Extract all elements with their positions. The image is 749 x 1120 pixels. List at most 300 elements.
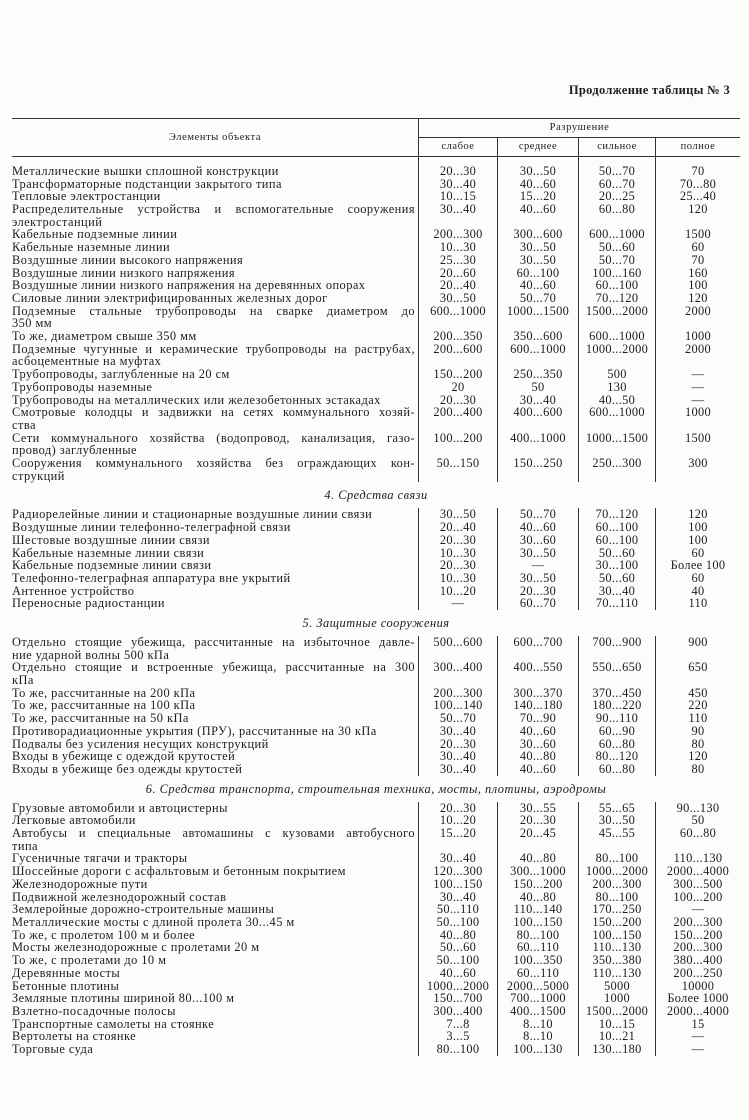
value-weak: 120...300 bbox=[418, 865, 497, 878]
element-name-line: типа bbox=[12, 838, 38, 853]
value-strong: 45...55 bbox=[578, 827, 655, 852]
table-row bbox=[12, 521, 740, 534]
value-weak: 200...300 bbox=[418, 228, 497, 241]
element-name-line: электростанций bbox=[12, 214, 103, 229]
element-name-line: асбоцементные на муфтах bbox=[12, 354, 162, 369]
section-heading: 4. Средства связи bbox=[324, 488, 428, 503]
value-strong: 110...130 bbox=[578, 941, 655, 954]
element-name-line: Телефонно-телеграфная аппаратура вне укрытий bbox=[12, 570, 291, 585]
value-strong: 80...120 bbox=[578, 750, 655, 763]
value-weak: 30...40 bbox=[418, 750, 497, 763]
element-name-line: То же, с пролетом 100 м и более bbox=[12, 927, 196, 942]
element-name bbox=[12, 305, 418, 330]
element-name-line: Воздушные линии низкого напряжения bbox=[12, 265, 235, 280]
value-medium: 8...10 bbox=[497, 1030, 578, 1043]
value-medium: 1000...1500 bbox=[497, 305, 578, 330]
value-medium: 50 bbox=[497, 381, 578, 394]
value-full: 2000 bbox=[655, 343, 740, 368]
element-name bbox=[12, 1005, 418, 1018]
value-strong: 55...65 bbox=[578, 802, 655, 815]
value-strong: 1500...2000 bbox=[578, 305, 655, 330]
value-medium: 70...90 bbox=[497, 712, 578, 725]
element-name bbox=[12, 241, 418, 254]
value-strong: 60...80 bbox=[578, 763, 655, 776]
value-medium: 40...80 bbox=[497, 891, 578, 904]
table-row bbox=[12, 954, 740, 967]
value-weak: 25...30 bbox=[418, 254, 497, 267]
element-name bbox=[12, 636, 418, 661]
value-weak: 200...600 bbox=[418, 343, 497, 368]
table-row bbox=[12, 712, 740, 725]
table-row bbox=[12, 661, 740, 686]
element-name-line: Кабельные подземные линии bbox=[12, 227, 178, 242]
element-name bbox=[12, 597, 418, 610]
element-name-line: струкций bbox=[12, 468, 65, 483]
table-row bbox=[12, 865, 740, 878]
value-weak: 15...20 bbox=[418, 827, 497, 852]
value-full: Более 1000 bbox=[655, 992, 740, 1005]
element-name bbox=[12, 330, 418, 343]
value-strong: 600...1000 bbox=[578, 228, 655, 241]
value-weak: 200...400 bbox=[418, 406, 497, 431]
value-weak: 10...15 bbox=[418, 190, 497, 203]
value-full: 25...40 bbox=[655, 190, 740, 203]
value-medium: 15...20 bbox=[497, 190, 578, 203]
value-full: 300 bbox=[655, 457, 740, 482]
value-strong: 370...450 bbox=[578, 687, 655, 700]
value-medium: 60...100 bbox=[497, 267, 578, 280]
value-weak: 20...30 bbox=[418, 165, 497, 178]
element-name bbox=[12, 725, 418, 738]
value-weak: 500...600 bbox=[418, 636, 497, 661]
value-weak: 50...60 bbox=[418, 941, 497, 954]
value-medium: 150...250 bbox=[497, 457, 578, 482]
value-weak: 1000...2000 bbox=[418, 980, 497, 993]
element-name-line: Трубопроводы наземные bbox=[12, 379, 153, 394]
value-medium: 2000...5000 bbox=[497, 980, 578, 993]
element-name-line: Легковые автомобили bbox=[12, 813, 136, 828]
element-name-line: Металлические вышки сплошной конструкции bbox=[12, 164, 279, 178]
table-row bbox=[12, 878, 740, 891]
table-row bbox=[12, 305, 740, 330]
table-row bbox=[12, 292, 740, 305]
value-medium: 50...70 bbox=[497, 508, 578, 521]
element-name-line: Тепловые электростанции bbox=[12, 189, 161, 204]
element-name bbox=[12, 954, 418, 967]
element-name-line: Переносные радиостанции bbox=[12, 596, 165, 611]
table-row bbox=[12, 432, 740, 457]
value-strong: 250...300 bbox=[578, 457, 655, 482]
value-medium: 20...45 bbox=[497, 827, 578, 852]
value-weak: 10...20 bbox=[418, 814, 497, 827]
column-group-destruction bbox=[418, 119, 740, 156]
table-section bbox=[12, 610, 740, 776]
table-row bbox=[12, 992, 740, 1005]
value-full: 110 bbox=[655, 597, 740, 610]
value-weak: 200...300 bbox=[418, 687, 497, 700]
value-strong: 70...120 bbox=[578, 508, 655, 521]
value-full: 70 bbox=[655, 254, 740, 267]
value-full: 120 bbox=[655, 508, 740, 521]
element-name-line: Взлетно-посадочные полосы bbox=[12, 1003, 176, 1018]
value-full: 650 bbox=[655, 661, 740, 686]
value-weak: 20 bbox=[418, 381, 497, 394]
value-full: 2000...4000 bbox=[655, 865, 740, 878]
table-row bbox=[12, 457, 740, 482]
value-weak: 30...40 bbox=[418, 178, 497, 191]
value-strong: 10...15 bbox=[578, 1018, 655, 1031]
value-full: 110...130 bbox=[655, 852, 740, 865]
value-full: 15 bbox=[655, 1018, 740, 1031]
element-name-line: Кабельные наземные линии bbox=[12, 240, 171, 255]
value-weak: 100...200 bbox=[418, 432, 497, 457]
element-name-line: Антенное устройство bbox=[12, 583, 135, 598]
value-strong: 350...380 bbox=[578, 954, 655, 967]
element-name bbox=[12, 572, 418, 585]
element-name-line: Сооружения коммунального хозяйства без ограждающих кон- bbox=[12, 456, 415, 471]
column-header-destruction: Разрушение bbox=[419, 119, 740, 138]
value-medium: 600...700 bbox=[497, 636, 578, 661]
value-full: — bbox=[655, 394, 740, 407]
value-medium: 20...30 bbox=[497, 814, 578, 827]
element-name bbox=[12, 992, 418, 1005]
value-weak: 20...40 bbox=[418, 279, 497, 292]
value-strong: 1000...1500 bbox=[578, 432, 655, 457]
value-full: 60 bbox=[655, 572, 740, 585]
value-weak: 200...350 bbox=[418, 330, 497, 343]
value-medium: 250...350 bbox=[497, 368, 578, 381]
table-row bbox=[12, 343, 740, 368]
value-full: 120 bbox=[655, 203, 740, 228]
value-strong: 50...70 bbox=[578, 165, 655, 178]
value-medium: 100...150 bbox=[497, 916, 578, 929]
table-row bbox=[12, 763, 740, 776]
value-strong: 110...130 bbox=[578, 967, 655, 980]
value-strong: 130 bbox=[578, 381, 655, 394]
value-full: 90 bbox=[655, 725, 740, 738]
value-full: 100 bbox=[655, 279, 740, 292]
value-full: 100 bbox=[655, 521, 740, 534]
element-name bbox=[12, 165, 418, 178]
value-strong: 50...60 bbox=[578, 547, 655, 560]
value-strong: 1000...2000 bbox=[578, 865, 655, 878]
value-weak: 20...30 bbox=[418, 559, 497, 572]
value-full: 110 bbox=[655, 712, 740, 725]
element-name bbox=[12, 432, 418, 457]
element-name-line: Мосты железнодорожные с пролетами 20 м bbox=[12, 940, 260, 955]
value-strong: 60...100 bbox=[578, 534, 655, 547]
value-weak: 20...30 bbox=[418, 738, 497, 751]
element-name bbox=[12, 534, 418, 547]
element-name-line: Деревянные мосты bbox=[12, 965, 121, 980]
value-strong: 1500...2000 bbox=[578, 1005, 655, 1018]
element-name bbox=[12, 457, 418, 482]
value-medium: 140...180 bbox=[497, 699, 578, 712]
element-name bbox=[12, 368, 418, 381]
value-strong: 1000...2000 bbox=[578, 343, 655, 368]
value-full: — bbox=[655, 368, 740, 381]
element-name-line: Смотровые колодцы и задвижки на сетях коммунального хозяй- bbox=[12, 405, 415, 420]
element-name bbox=[12, 763, 418, 776]
value-strong: 700...900 bbox=[578, 636, 655, 661]
value-strong: 70...120 bbox=[578, 292, 655, 305]
value-full: 150...200 bbox=[655, 929, 740, 942]
element-name bbox=[12, 381, 418, 394]
value-strong: 100...160 bbox=[578, 267, 655, 280]
element-name-line: Трубопроводы, заглубленные на 20 см bbox=[12, 367, 230, 382]
value-medium: 30...60 bbox=[497, 738, 578, 751]
value-weak: 10...20 bbox=[418, 585, 497, 598]
value-strong: 60...100 bbox=[578, 521, 655, 534]
value-full: — bbox=[655, 381, 740, 394]
element-name-line: Трансформаторные подстанции закрытого типа bbox=[12, 176, 282, 191]
element-name-line: То же, рассчитанные на 100 кПа bbox=[12, 698, 196, 713]
value-full: 380...400 bbox=[655, 954, 740, 967]
value-weak: 20...60 bbox=[418, 267, 497, 280]
column-header-full: полное bbox=[655, 138, 740, 157]
table-section bbox=[12, 482, 740, 610]
value-strong: 150...200 bbox=[578, 916, 655, 929]
table-row bbox=[12, 572, 740, 585]
value-full: 200...300 bbox=[655, 941, 740, 954]
value-medium: 40...80 bbox=[497, 852, 578, 865]
value-weak: 10...30 bbox=[418, 547, 497, 560]
value-full: 50 bbox=[655, 814, 740, 827]
value-medium: 40...60 bbox=[497, 279, 578, 292]
table-row bbox=[12, 165, 740, 178]
value-full: 80 bbox=[655, 763, 740, 776]
value-weak: 100...140 bbox=[418, 699, 497, 712]
element-name-line: Отдельно стоящие убежища, рассчитанные на избыточное давле- bbox=[12, 635, 415, 650]
column-header-medium: среднее bbox=[497, 138, 578, 157]
value-weak: 10...30 bbox=[418, 241, 497, 254]
element-name bbox=[12, 254, 418, 267]
element-name-line: Воздушные линии высокого напряжения bbox=[12, 252, 244, 267]
table-row bbox=[12, 368, 740, 381]
value-strong: 40...50 bbox=[578, 394, 655, 407]
element-name-line: Распределительные устройства и вспомогательные сооружения bbox=[12, 202, 415, 217]
element-name-line: Силовые линии электрифицированных железных дорог bbox=[12, 291, 328, 305]
element-name bbox=[12, 406, 418, 431]
element-name-line: Железнодорожные пути bbox=[12, 876, 148, 891]
table-row bbox=[12, 406, 740, 431]
value-strong: 20...25 bbox=[578, 190, 655, 203]
element-name-line: Торговые суда bbox=[12, 1042, 94, 1057]
value-medium: 600...1000 bbox=[497, 343, 578, 368]
value-medium: 400...550 bbox=[497, 661, 578, 686]
value-medium: 30...60 bbox=[497, 534, 578, 547]
element-name bbox=[12, 292, 418, 305]
element-name-line: Подвалы без усиления несущих конструкций bbox=[12, 736, 269, 751]
value-medium: 30...50 bbox=[497, 547, 578, 560]
value-weak: 50...100 bbox=[418, 954, 497, 967]
element-name-line: Металлические мосты с длиной пролета 30...45 м bbox=[12, 914, 295, 929]
value-weak: 20...30 bbox=[418, 394, 497, 407]
value-weak: 50...70 bbox=[418, 712, 497, 725]
value-strong: 600...1000 bbox=[578, 406, 655, 431]
element-name-line: Вертолеты на стоянке bbox=[12, 1029, 137, 1044]
value-full: 80 bbox=[655, 738, 740, 751]
element-name-line: Бетонные плотины bbox=[12, 978, 120, 993]
value-medium: 100...350 bbox=[497, 954, 578, 967]
element-name-line: Входы в убежище без одежды крутостей bbox=[12, 761, 243, 776]
element-name-line: То же, диаметром свыше 350 мм bbox=[12, 329, 197, 344]
value-full: 90...130 bbox=[655, 802, 740, 815]
table-row bbox=[12, 559, 740, 572]
element-name-line: ние ударной волны 500 кПа bbox=[12, 647, 170, 662]
value-strong: 170...250 bbox=[578, 903, 655, 916]
value-medium: 400...1500 bbox=[497, 1005, 578, 1018]
element-name-line: Отдельно стоящие и встроенные убежища, рассчитанные на 300 bbox=[12, 660, 415, 675]
value-medium: 350...600 bbox=[497, 330, 578, 343]
element-name-line: Воздушные линии телефонно-телеграфной связи bbox=[12, 520, 291, 535]
value-weak: 40...80 bbox=[418, 929, 497, 942]
value-medium: 30...50 bbox=[497, 572, 578, 585]
element-name-line: Гусеничные тягачи и тракторы bbox=[12, 851, 188, 866]
value-strong: 130...180 bbox=[578, 1043, 655, 1056]
value-weak: 20...30 bbox=[418, 534, 497, 547]
element-name-line: Воздушные линии низкого напряжения на деревянных опорах bbox=[12, 278, 366, 293]
value-medium: 400...1000 bbox=[497, 432, 578, 457]
value-weak: 3...5 bbox=[418, 1030, 497, 1043]
value-weak: 30...40 bbox=[418, 891, 497, 904]
value-strong: 5000 bbox=[578, 980, 655, 993]
value-full: 100...200 bbox=[655, 891, 740, 904]
table-continuation-caption: Продолжение таблицы № 3 bbox=[568, 83, 730, 97]
table-body bbox=[12, 157, 740, 1056]
element-name-line: Земляные плотины шириной 80...100 м bbox=[12, 991, 235, 1006]
value-medium: 20...30 bbox=[497, 585, 578, 598]
section-heading: 6. Средства транспорта, строительная техника, мосты, плотины, аэродромы bbox=[145, 781, 607, 796]
value-full: 120 bbox=[655, 750, 740, 763]
value-full: 10000 bbox=[655, 980, 740, 993]
element-name-line: То же, рассчитанные на 200 кПа bbox=[12, 685, 196, 700]
value-strong: 500 bbox=[578, 368, 655, 381]
value-medium: 40...60 bbox=[497, 178, 578, 191]
value-medium: 300...370 bbox=[497, 687, 578, 700]
value-full: 70...80 bbox=[655, 178, 740, 191]
value-full: 160 bbox=[655, 267, 740, 280]
value-strong: 600...1000 bbox=[578, 330, 655, 343]
value-strong: 50...70 bbox=[578, 254, 655, 267]
element-name-line: ства bbox=[12, 417, 36, 432]
value-strong: 70...110 bbox=[578, 597, 655, 610]
value-medium: 30...50 bbox=[497, 254, 578, 267]
value-weak: — bbox=[418, 597, 497, 610]
element-name bbox=[12, 343, 418, 368]
destruction-table bbox=[12, 118, 740, 1056]
element-name-line: Кабельные подземные линии связи bbox=[12, 558, 212, 573]
value-weak: 10...30 bbox=[418, 572, 497, 585]
value-weak: 300...400 bbox=[418, 1005, 497, 1018]
table-row bbox=[12, 203, 740, 228]
value-medium: 100...130 bbox=[497, 1043, 578, 1056]
value-full: 200...300 bbox=[655, 916, 740, 929]
value-weak: 80...100 bbox=[418, 1043, 497, 1056]
table-row bbox=[12, 967, 740, 980]
value-weak: 30...40 bbox=[418, 203, 497, 228]
value-full: 120 bbox=[655, 292, 740, 305]
value-strong: 50...60 bbox=[578, 241, 655, 254]
column-header-weak: слабое bbox=[441, 141, 475, 153]
value-full: 200...250 bbox=[655, 967, 740, 980]
value-medium: 80...100 bbox=[497, 929, 578, 942]
value-strong: 90...110 bbox=[578, 712, 655, 725]
value-medium: 400...600 bbox=[497, 406, 578, 431]
value-full: 100 bbox=[655, 534, 740, 547]
table-row bbox=[12, 330, 740, 343]
value-weak: 50...100 bbox=[418, 916, 497, 929]
element-name-line: Радиорелейные линии и стационарные воздушные линии связи bbox=[12, 507, 373, 522]
section-heading: 5. Защитные сооружения bbox=[302, 616, 450, 631]
value-medium: 30...50 bbox=[497, 165, 578, 178]
element-name-line: Входы в убежище с одеждой крутостей bbox=[12, 749, 236, 764]
value-full: 1000 bbox=[655, 330, 740, 343]
destruction-levels bbox=[419, 138, 740, 157]
element-name bbox=[12, 967, 418, 980]
value-strong: 60...80 bbox=[578, 738, 655, 751]
element-name-line: Подземные стальные трубопроводы на сварке диаметром до bbox=[12, 303, 415, 318]
element-name-line: Транспортные самолеты на стоянке bbox=[12, 1016, 215, 1031]
value-full: — bbox=[655, 1030, 740, 1043]
value-full: 70 bbox=[655, 165, 740, 178]
table-section bbox=[12, 776, 740, 1056]
value-weak: 30...50 bbox=[418, 508, 497, 521]
value-medium: 110...140 bbox=[497, 903, 578, 916]
element-name-line: Подвижной железнодорожный состав bbox=[12, 889, 227, 904]
value-full: Более 100 bbox=[655, 559, 740, 572]
value-strong: 100...150 bbox=[578, 929, 655, 942]
value-strong: 30...40 bbox=[578, 585, 655, 598]
element-name-line: То же, рассчитанные на 50 кПа bbox=[12, 711, 189, 726]
element-name bbox=[12, 559, 418, 572]
value-weak: 150...700 bbox=[418, 992, 497, 1005]
value-strong: 80...100 bbox=[578, 891, 655, 904]
value-strong: 550...650 bbox=[578, 661, 655, 686]
table-row bbox=[12, 725, 740, 738]
element-name-line: провод) заглубленные bbox=[12, 443, 137, 458]
value-medium: 150...200 bbox=[497, 878, 578, 891]
element-name-line: Шестовые воздушные линии связи bbox=[12, 532, 210, 547]
element-name bbox=[12, 1043, 418, 1056]
value-full: 900 bbox=[655, 636, 740, 661]
value-strong: 60...100 bbox=[578, 279, 655, 292]
value-medium: 60...70 bbox=[497, 597, 578, 610]
value-medium: 30...50 bbox=[497, 241, 578, 254]
element-name bbox=[12, 878, 418, 891]
value-strong: 30...100 bbox=[578, 559, 655, 572]
value-strong: 60...70 bbox=[578, 178, 655, 191]
value-medium: 30...55 bbox=[497, 802, 578, 815]
value-weak: 300...400 bbox=[418, 661, 497, 686]
element-name bbox=[12, 865, 418, 878]
value-weak: 20...30 bbox=[418, 802, 497, 815]
value-full: — bbox=[655, 903, 740, 916]
value-medium: 40...60 bbox=[497, 763, 578, 776]
table-row bbox=[12, 636, 740, 661]
value-full: 60 bbox=[655, 547, 740, 560]
value-full: 40 bbox=[655, 585, 740, 598]
table-row bbox=[12, 1043, 740, 1056]
value-medium: — bbox=[497, 559, 578, 572]
value-strong: 60...90 bbox=[578, 725, 655, 738]
value-full: 300...500 bbox=[655, 878, 740, 891]
table-header bbox=[12, 118, 740, 157]
element-name bbox=[12, 521, 418, 534]
value-medium: 60...110 bbox=[497, 941, 578, 954]
element-name bbox=[12, 661, 418, 686]
value-medium: 40...60 bbox=[497, 203, 578, 228]
